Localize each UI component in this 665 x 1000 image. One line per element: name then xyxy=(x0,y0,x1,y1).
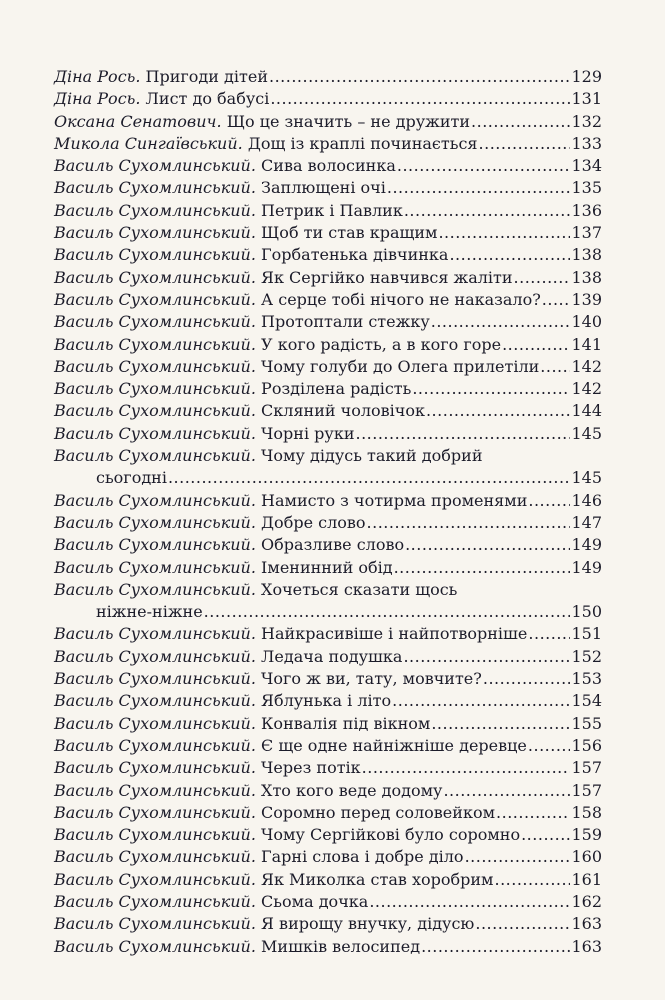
toc-page-number: 147 xyxy=(571,512,602,532)
toc-page-number: 133 xyxy=(571,133,602,153)
toc-page-number: 136 xyxy=(571,200,602,220)
toc-page-number: 141 xyxy=(571,334,602,354)
toc-entry xyxy=(54,579,602,624)
toc-leader-dots xyxy=(355,423,570,445)
toc-title: Щоб ти став кращим xyxy=(261,223,438,243)
toc-leader-dots xyxy=(431,713,570,735)
toc-entry xyxy=(54,913,602,935)
toc-page-number: 159 xyxy=(571,825,602,845)
toc-page-number: 157 xyxy=(571,780,602,800)
toc-author: Василь Сухомлинський. xyxy=(54,646,256,666)
toc-page-number: 149 xyxy=(571,535,602,555)
toc-entry xyxy=(54,623,602,645)
toc-title: Через потік xyxy=(261,758,361,778)
toc-page-number: 154 xyxy=(571,691,602,711)
toc-page-number: 163 xyxy=(571,936,602,956)
toc-entry xyxy=(54,133,602,155)
toc-author: Василь Сухомлинський. xyxy=(54,245,256,265)
toc-page-number: 138 xyxy=(571,267,602,287)
toc-author: Василь Сухомлинський. xyxy=(54,869,256,889)
toc-author: Діна Рось. xyxy=(54,89,141,109)
toc-title: Чому дідусь такий добрий xyxy=(261,446,483,466)
toc-title: Хто кого веде додому xyxy=(261,780,443,800)
toc-leader-dots xyxy=(270,88,570,110)
toc-leader-dots xyxy=(521,824,570,846)
toc-title: Як Миколка став хоробрим xyxy=(261,869,494,889)
toc-page-number: 160 xyxy=(571,847,602,867)
toc-entry xyxy=(54,936,602,958)
toc-title: Ледача подушка xyxy=(261,646,403,666)
toc-leader-dots xyxy=(397,155,571,177)
toc-author: Василь Сухомлинський. xyxy=(54,289,256,309)
toc-title: Добре слово xyxy=(261,512,366,532)
toc-leader-dots xyxy=(449,244,570,266)
toc-author: Василь Сухомлинський. xyxy=(54,579,256,599)
toc-entry xyxy=(54,869,602,891)
toc-author: Василь Сухомлинський. xyxy=(54,758,256,778)
toc-author: Василь Сухомлинський. xyxy=(54,780,256,800)
toc-title: Яблунька і літо xyxy=(261,691,392,711)
toc-leader-dots xyxy=(403,646,570,668)
toc-title: Пригоди дітей xyxy=(145,67,268,86)
toc-entry xyxy=(54,846,602,868)
toc-page-number: 138 xyxy=(571,245,602,265)
toc-page-number: 135 xyxy=(571,178,602,198)
toc-leader-dots xyxy=(405,534,570,556)
toc-entry xyxy=(54,155,602,177)
toc-author: Василь Сухомлинський. xyxy=(54,713,256,733)
toc-entry xyxy=(54,735,602,757)
toc-author: Василь Сухомлинський. xyxy=(54,446,256,466)
toc-leader-dots xyxy=(443,780,570,802)
toc-author: Василь Сухомлинський. xyxy=(54,312,256,332)
toc-leader-dots xyxy=(362,757,571,779)
toc-page-number: 145 xyxy=(571,423,602,443)
toc-title: Конвалія під вікном xyxy=(261,713,431,733)
toc-entry xyxy=(54,267,602,289)
toc-title: Є ще одне найніжніше деревце xyxy=(261,735,527,755)
toc-entry xyxy=(54,111,602,133)
toc-leader-dots xyxy=(421,936,570,958)
toc-page-number: 132 xyxy=(571,111,602,131)
toc-entry xyxy=(54,334,602,356)
toc-leader-dots xyxy=(431,311,571,333)
toc-entry xyxy=(54,891,602,913)
toc-leader-dots xyxy=(502,334,570,356)
toc-leader-dots xyxy=(269,66,570,88)
toc-entry xyxy=(54,423,602,445)
toc-entry xyxy=(54,512,602,534)
toc-author: Василь Сухомлинський. xyxy=(54,356,256,376)
toc-author: Василь Сухомлинський. xyxy=(54,267,256,287)
toc-entry xyxy=(54,177,602,199)
toc-leader-dots xyxy=(479,133,571,155)
toc-leader-dots xyxy=(426,400,570,422)
toc-entry xyxy=(54,378,602,400)
toc-title: Образливе слово xyxy=(261,535,405,555)
toc-leader-dots xyxy=(394,557,571,579)
toc-entry xyxy=(54,690,602,712)
toc-title: Сива волосинка xyxy=(261,156,396,176)
toc-page-number: 129 xyxy=(571,67,602,86)
toc-leader-dots xyxy=(528,735,571,757)
toc-entry xyxy=(54,557,602,579)
toc-entry xyxy=(54,757,602,779)
toc-page-number: 139 xyxy=(571,289,602,309)
toc-author: Василь Сухомлинський. xyxy=(54,691,256,711)
toc-title: Хочеться сказати щось xyxy=(261,579,458,599)
toc-leader-dots xyxy=(528,623,570,645)
toc-leader-dots xyxy=(540,356,570,378)
toc-author: Василь Сухомлинський. xyxy=(54,156,256,176)
toc-title: Соромно перед соловейком xyxy=(261,802,496,822)
toc-title: Мишків велосипед xyxy=(261,936,421,956)
toc-author: Василь Сухомлинський. xyxy=(54,936,256,956)
toc-leader-dots xyxy=(483,668,571,690)
toc-author: Василь Сухомлинський. xyxy=(54,200,256,220)
toc-page-number: 144 xyxy=(571,401,602,421)
toc-author: Василь Сухомлинський. xyxy=(54,490,256,510)
toc-title: Дощ із краплі починається xyxy=(247,133,478,153)
toc-title: Що це значить – не дружити xyxy=(226,111,471,131)
toc-leader-dots xyxy=(542,289,571,311)
toc-author: Діна Рось. xyxy=(54,67,141,86)
toc-title: Лист до бабусі xyxy=(145,89,270,109)
toc-entry xyxy=(54,780,602,802)
toc-title: Намисто з чотирма променями xyxy=(261,490,528,510)
toc-author: Василь Сухомлинський. xyxy=(54,891,256,911)
toc-leader-dots xyxy=(494,869,570,891)
toc-title: Я вирощу внучку, дідусю xyxy=(261,914,475,934)
toc-leader-dots xyxy=(392,690,570,712)
toc-leader-dots xyxy=(528,490,570,512)
toc-title: Найкрасивіше і найпотворніше xyxy=(261,624,528,644)
toc-title: Чому Сергійкові було соромно xyxy=(261,825,521,845)
toc-entry xyxy=(54,713,602,735)
toc-title: Протоптали стежку xyxy=(261,312,430,332)
toc-title: Горбатенька дівчинка xyxy=(261,245,449,265)
toc-author: Василь Сухомлинський. xyxy=(54,223,256,243)
toc-entry xyxy=(54,222,602,244)
toc-entry xyxy=(54,244,602,266)
toc-leader-dots xyxy=(168,467,571,489)
toc-entry xyxy=(54,200,602,222)
toc-author: Василь Сухомлинський. xyxy=(54,512,256,532)
toc-title: Розділена радість xyxy=(261,379,412,399)
table-of-contents xyxy=(54,66,602,958)
toc-author: Василь Сухомлинський. xyxy=(54,825,256,845)
toc-title: Чорні руки xyxy=(261,423,355,443)
toc-author: Василь Сухомлинський. xyxy=(54,334,256,354)
toc-entry xyxy=(54,668,602,690)
toc-page-number: 163 xyxy=(571,914,602,934)
toc-page-number: 152 xyxy=(571,646,602,666)
toc-title: Гарні слова і добре діло xyxy=(261,847,464,867)
toc-page-number: 150 xyxy=(571,602,602,622)
toc-entry xyxy=(54,534,602,556)
toc-entry xyxy=(54,289,602,311)
toc-title: Сьома дочка xyxy=(261,891,369,911)
toc-page-number: 162 xyxy=(571,891,602,911)
toc-page-number: 142 xyxy=(571,356,602,376)
toc-author: Микола Сингаївський. xyxy=(54,133,243,153)
toc-entry xyxy=(54,311,602,333)
toc-author: Оксана Сенатович. xyxy=(54,111,222,131)
toc-page-number: 142 xyxy=(571,379,602,399)
toc-author: Василь Сухомлинський. xyxy=(54,735,256,755)
toc-leader-dots xyxy=(465,846,571,868)
toc-author: Василь Сухомлинський. xyxy=(54,624,256,644)
toc-leader-dots xyxy=(438,222,570,244)
toc-leader-dots xyxy=(496,802,570,824)
toc-leader-dots xyxy=(404,200,571,222)
toc-leader-dots xyxy=(367,512,571,534)
toc-entry xyxy=(54,802,602,824)
toc-leader-dots xyxy=(387,177,571,199)
toc-entry xyxy=(54,824,602,846)
toc-entry xyxy=(54,88,602,110)
toc-page-number: 140 xyxy=(571,312,602,332)
toc-title: Заплющені очі xyxy=(261,178,386,198)
toc-author: Василь Сухомлинський. xyxy=(54,802,256,822)
toc-title: Чому голуби до Олега прилетіли xyxy=(261,356,540,376)
toc-leader-dots xyxy=(369,891,570,913)
toc-leader-dots xyxy=(471,111,570,133)
toc-entry xyxy=(54,490,602,512)
toc-author: Василь Сухомлинський. xyxy=(54,847,256,867)
toc-author: Василь Сухомлинський. xyxy=(54,669,256,689)
toc-entry xyxy=(54,400,602,422)
toc-page-number: 134 xyxy=(571,156,602,176)
toc-title-continued: ніжне-ніжне xyxy=(96,602,203,622)
toc-page-number: 157 xyxy=(571,758,602,778)
toc-title: Як Сергійко навчився жаліти xyxy=(261,267,513,287)
toc-title: А серце тобі нічого не наказало? xyxy=(261,289,541,309)
toc-title: Скляний чоловічок xyxy=(261,401,425,421)
toc-page-number: 149 xyxy=(571,557,602,577)
toc-entry xyxy=(54,66,602,88)
toc-page-number: 153 xyxy=(571,669,602,689)
toc-author: Василь Сухомлинський. xyxy=(54,423,256,443)
toc-page-number: 145 xyxy=(571,468,602,488)
toc-entry xyxy=(54,356,602,378)
toc-page-number: 161 xyxy=(571,869,602,889)
toc-page-number: 146 xyxy=(571,490,602,510)
toc-page-number: 137 xyxy=(571,223,602,243)
toc-leader-dots xyxy=(514,267,571,289)
toc-title-continued: сьогодні xyxy=(96,468,167,488)
toc-leader-dots xyxy=(204,601,571,623)
toc-author: Василь Сухомлинський. xyxy=(54,401,256,421)
toc-page-number: 131 xyxy=(571,89,602,109)
toc-title: Іменинний обід xyxy=(261,557,393,577)
toc-author: Василь Сухомлинський. xyxy=(54,557,256,577)
toc-title: Чого ж ви, тату, мовчите? xyxy=(261,669,482,689)
toc-page-number: 158 xyxy=(571,802,602,822)
toc-page-number: 155 xyxy=(571,713,602,733)
toc-author: Василь Сухомлинський. xyxy=(54,379,256,399)
toc-leader-dots xyxy=(412,378,570,400)
toc-entry xyxy=(54,445,602,490)
toc-leader-dots xyxy=(475,913,570,935)
toc-author: Василь Сухомлинський. xyxy=(54,535,256,555)
toc-entry xyxy=(54,646,602,668)
toc-title: Петрик і Павлик xyxy=(261,200,403,220)
toc-page-number: 151 xyxy=(571,624,602,644)
toc-author: Василь Сухомлинський. xyxy=(54,178,256,198)
toc-title: У кого радість, а в кого горе xyxy=(261,334,502,354)
toc-page-number: 156 xyxy=(571,735,602,755)
toc-author: Василь Сухомлинський. xyxy=(54,914,256,934)
